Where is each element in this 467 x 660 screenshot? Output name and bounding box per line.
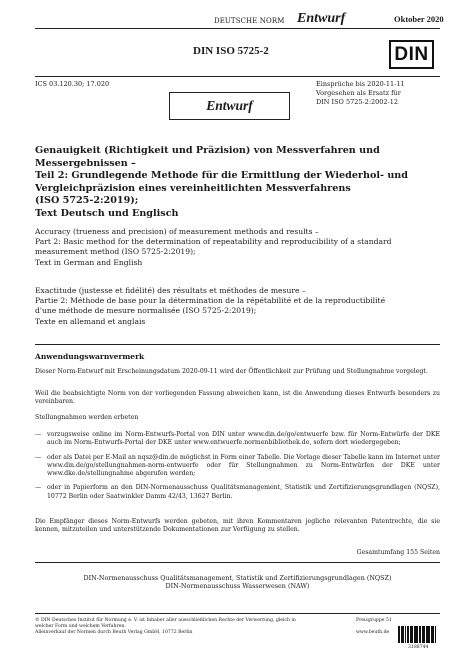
title-fr-line: Partie 2: Méthode de base pour la détermination de la répétabilité et de la reproductibilité <box>35 296 386 306</box>
committees-block <box>35 574 440 591</box>
top-rule <box>35 76 440 77</box>
title-de-line: Messergebnissen – <box>35 157 136 169</box>
title-fr-line: Texte en allemand et anglais <box>35 316 146 326</box>
objections-deadline: Einsprüche bis 2020-11-11 <box>316 80 405 88</box>
copyright-line: welcher Form und welchem Verfahren. <box>35 624 126 629</box>
header-rule <box>35 28 440 29</box>
notice-para-1: Dieser Norm-Entwurf mit Erscheinungsdatum 2020-09-11 wird der Öffentlichkeit zur Prüfung und Stellungnahme vorgelegt. <box>35 368 428 375</box>
title-de-line: Text Deutsch und Englisch <box>35 207 179 219</box>
barcode-bar <box>428 626 429 643</box>
list-item <box>35 454 440 479</box>
list-item <box>35 431 440 448</box>
title-en-line: Text in German and English <box>35 257 143 267</box>
objections-replacement-label: Vorgesehen als Ersatz für <box>316 89 401 97</box>
submission-options <box>35 431 440 501</box>
committee-line: DIN-Normenausschuss Wasserwesen (NAW) <box>165 582 310 591</box>
objections-replaced-doc: DIN ISO 5725-2:2002-12 <box>316 98 399 106</box>
title-en-line: measurement method (ISO 5725-2:2019); <box>35 247 196 257</box>
barcode-number: 3188744 <box>408 645 429 650</box>
title-english <box>35 227 445 268</box>
notice-heading: Anwendungswarnvermerk <box>35 352 145 361</box>
total-pages: Gesamtumfang 155 Seiten <box>356 549 440 556</box>
barcode-bar <box>420 626 421 643</box>
footer-rule <box>35 613 440 614</box>
entwurf-stamp <box>169 92 290 120</box>
notice-para-2: Weil die beabsichtigte Norm von der vorliegenden Fassung abweichen kann, ist die Anwendung dieses Entwurfs besonders zu vereinbaren. <box>35 390 440 406</box>
barcode-bar <box>408 626 409 643</box>
title-de-line: Teil 2: Grundlegende Methode für die Ermittlung der Wiederhol- und <box>35 170 408 182</box>
title-french <box>35 286 445 327</box>
notice-para-4: Die Empfänger dieses Norm-Entwurfs werden gebeten, mit ihren Kommentaren jegliche relevanten Patentrechte, die sie kennen, mitzuteilen und unterstützende Dokumentationen zur Verfügung zu stellen. <box>35 518 440 534</box>
list-item <box>35 484 440 501</box>
copyright-line: © DIN Deutsches Institut für Normung e. V. ist Inhaber aller ausschließlichen Rechte der Verwertung, gleich in <box>35 618 296 623</box>
price-group: Preisgruppe 51 <box>356 618 392 623</box>
committee-rule <box>35 562 440 563</box>
barcode <box>398 620 436 643</box>
dash-bullet: — <box>35 453 42 461</box>
title-fr-line: Exactitude (justesse et fidélité) des résultats et méthodes de mesure – <box>35 286 306 295</box>
barcode-bar <box>405 626 406 643</box>
title-de-line: Genauigkeit (Richtigkeit und Präzision) von Messverfahren und <box>35 145 380 156</box>
din-logo-text: DIN <box>394 43 429 65</box>
title-fr-line: d'une méthode de mesure normalisée (ISO 5725-2:2019); <box>35 306 257 316</box>
title-de-line: Vergleichpräzision eines vereinheitlichten Messverfahrens <box>35 182 351 194</box>
norm-label: DEUTSCHE NORM <box>214 17 285 25</box>
notice-para-3: Stellungnahmen werden erbeten <box>35 414 139 421</box>
dash-bullet: — <box>35 484 42 492</box>
title-en-line: Accuracy (trueness and precision) of measurement methods and results – <box>35 227 319 236</box>
copyright-line: Alleinverkauf der Normen durch Beuth Verlag GmbH, 10772 Berlin <box>35 630 193 635</box>
doc-number: DIN ISO 5725-2 <box>193 45 269 57</box>
header-date: Oktober 2020 <box>394 14 444 24</box>
ics-code: ICS 03.120.30; 17.020 <box>35 80 110 88</box>
title-en-line: Part 2: Basic method for the determination of repeatability and reproducibility of a standard <box>35 237 392 247</box>
objections-block <box>316 80 405 107</box>
entwurf-stamp-text: Entwurf <box>206 98 253 113</box>
title-de-line: (ISO 5725-2:2019); <box>35 195 139 207</box>
copyright-block <box>35 618 375 636</box>
din-logo <box>389 40 434 69</box>
list-item-text: vorzugsweise online im Norm-Entwurfs-Portal von DIN unter www.din.de/go/entwuerfe bzw. für Norm-Entwürfe der DKE auch im Norm-Entwurfs-Portal der DKE unter www.entwuerfe.normenbibliothek.de, sofern dort wiedergegeben; <box>47 431 440 447</box>
notice-rule <box>35 344 440 345</box>
list-item-text: oder als Datei per E-Mail an nqsz@din.de möglichst in Form einer Tabelle. Die Vorlage dieser Tabelle kann im Internet unter www.din.de/go/stellungnahmen-norm-entwuerfe oder für Stellungnahmen zu Norm-Entwürfen der DKE unter www.dke.de/stellungnahme abgerufen werden; <box>47 453 440 478</box>
dash-bullet: — <box>35 431 42 438</box>
committee-line: DIN-Normenausschuss Qualitätsmanagement, Statistik und Zertifizierungsgrundlagen (NQSZ) <box>83 574 392 582</box>
title-german <box>35 145 445 221</box>
beuth-website: www.beuth.de <box>356 630 390 635</box>
header-entwurf: Entwurf <box>297 11 346 26</box>
list-item-text: oder in Papierform an den DIN-Normenausschuss Qualitätsmanagement, Statistik und Zertifizierungsgrundlagen (NQSZ), 10772 Berlin oder Saatwinkler Damm 42/43, 13627 Berlin. <box>47 484 440 500</box>
